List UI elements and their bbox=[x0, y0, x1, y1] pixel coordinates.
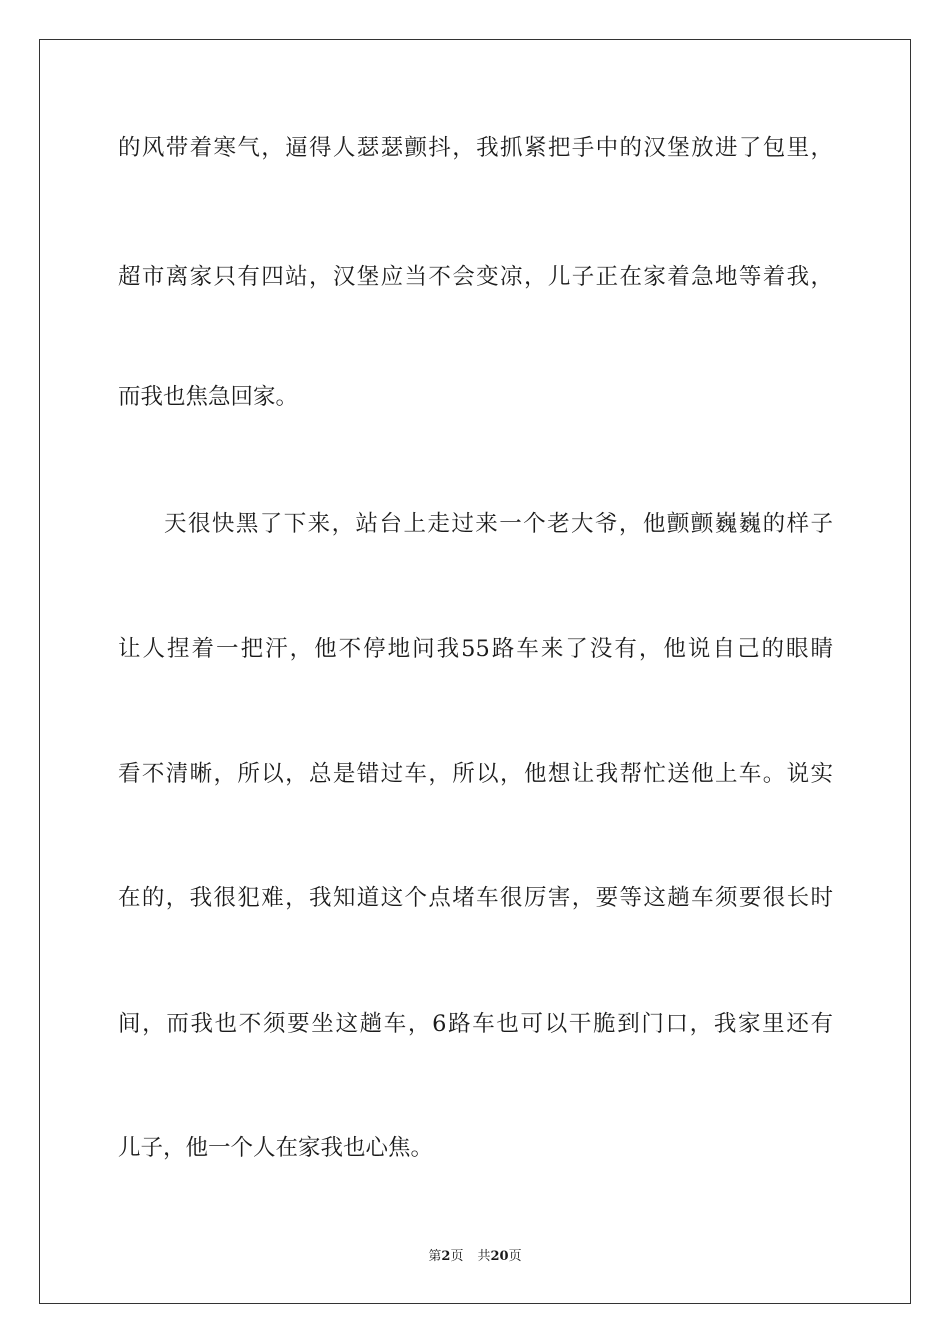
text-line: 间，而我也不须要坐这趟车，6路车也可以干脆到门口，我家里还有 bbox=[118, 1011, 833, 1037]
text-line: 的风带着寒气，逼得人瑟瑟颤抖，我抓紧把手中的汉堡放进了包里， bbox=[118, 135, 833, 161]
text-line: 儿子，他一个人在家我也心焦。 bbox=[118, 1135, 434, 1161]
text-line: 让人捏着一把汗，他不停地问我55路车来了没有，他说自己的眼睛 bbox=[118, 636, 833, 662]
current-page-number: 2 bbox=[441, 1249, 451, 1264]
total-prefix: 共 bbox=[477, 1249, 491, 1264]
text-line: 超市离家只有四站，汉堡应当不会变凉，儿子正在家着急地等着我， bbox=[118, 264, 833, 290]
page-border bbox=[39, 39, 911, 1304]
total-page-count: 20 bbox=[490, 1249, 509, 1264]
page-footer bbox=[0, 1248, 950, 1266]
paragraph-first-line: 天很快黑了下来，站台上走过来一个老大爷，他颤颤巍巍的样子 bbox=[164, 511, 833, 537]
text-line: 看不清晰，所以，总是错过车，所以，他想让我帮忙送他上车。说实 bbox=[118, 761, 833, 787]
page-prefix: 第 bbox=[428, 1249, 442, 1264]
page-suffix: 页 bbox=[450, 1249, 464, 1264]
text-line: 而我也焦急回家。 bbox=[118, 384, 299, 410]
total-suffix: 页 bbox=[508, 1249, 522, 1264]
text-line: 在的，我很犯难，我知道这个点堵车很厉害，要等这趟车须要很长时 bbox=[118, 885, 833, 911]
